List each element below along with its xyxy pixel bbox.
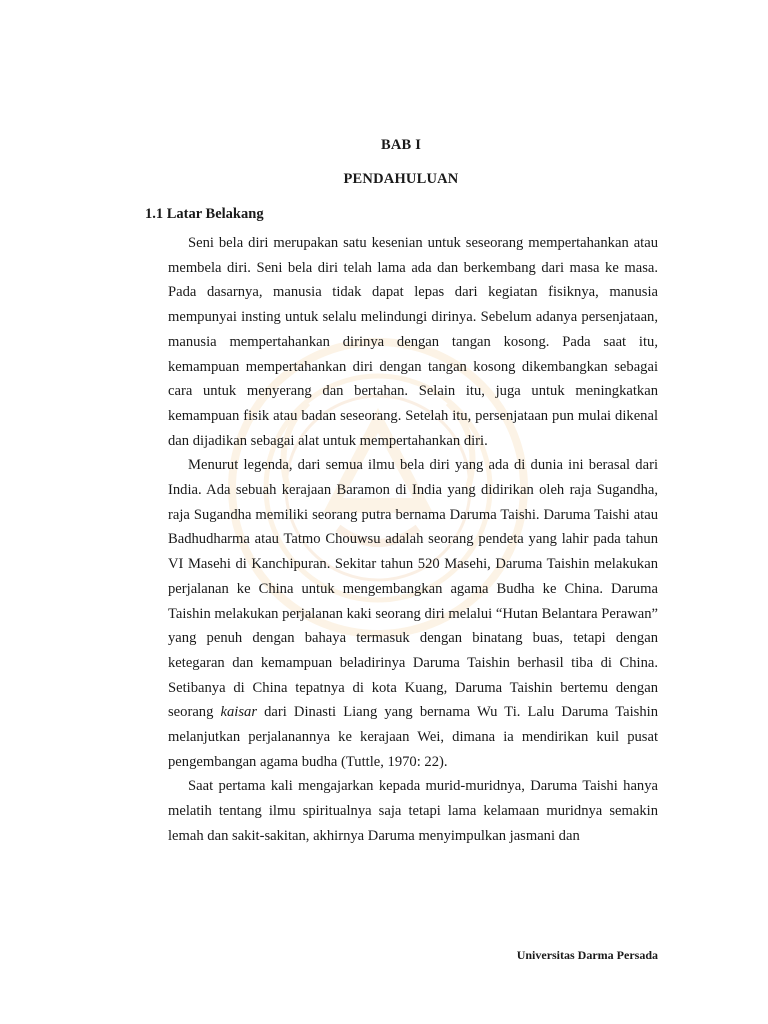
- paragraph-text: dari Dinasti Liang yang bernama Wu Ti. Lalu Daruma Taishin melanjutkan perjalanannya ke kerajaan Wei, dimana ia mendirikan kuil pusat pengembangan agama budha (Tuttle, 1970: 22).: [168, 704, 658, 770]
- footer-institution: Universitas Darma Persada: [516, 948, 658, 962]
- section-heading: 1.1 Latar Belakang: [145, 206, 264, 222]
- italic-term: kaisar: [220, 704, 257, 721]
- paragraph: Saat pertama kali mengajarkan kepada murid-muridnya, Daruma Taishi hanya melatih tentang ilmu spiritualnya saja tetapi lama kelamaan muridnya semakin lemah dan sakit-sakitan, akhirnya Daruma menyimpulkan jasmani dan: [168, 778, 658, 844]
- paragraph-text: Menurut legenda, dari semua ilmu bela diri yang ada di dunia ini berasal dari India. Ada sebuah kerajaan Baramon di India yang didirikan oleh raja Sugandha, raja Sugandha memiliki seorang putra bernama Daruma Taishi. Daruma Taishi atau Badhudharma atau Tatmo Chouwsu adalah seorang pendeta yang lahir pada tahun VI Masehi di Kanchipuran. Sekitar tahun 520 Masehi, Daruma Taishin melakukan perjalanan ke China untuk mengembangkan agama Budha ke China. Daruma Taishin melakukan perjalanan kaki seorang diri melalui “Hutan Belantara Perawan” yang penuh dengan bahaya termasuk dengan binatang buas, tetapi dengan ketegaran dan kemampuan beladirinya Daruma Taishin berhasil tiba di China. Setibanya di China tepatnya di kota Kuang, Daruma Taishin bertemu dengan seorang: [168, 457, 658, 721]
- body-text: [168, 231, 658, 849]
- paragraph: [168, 453, 658, 774]
- chapter-title: PENDAHULUAN: [343, 171, 459, 187]
- chapter-number: BAB I: [380, 137, 422, 153]
- paragraph: Seni bela diri merupakan satu kesenian untuk seseorang mempertahankan atau membela diri. Seni bela diri telah lama ada dan berkembang dari masa ke masa. Pada dasarnya, manusia tidak dapat lepas dari kegiatan fisiknya, manusia mempunyai insting untuk selalu melindungi dirinya. Sebelum adanya persenjataan, manusia mempertahankan dirinya dengan tangan kosong. Pada saat itu, kemampuan mempertahankan diri dengan tangan kosong dikembangkan sebagai cara untuk menyerang dan bertahan. Selain itu, juga untuk meningkatkan kemampuan fisik atau badan seseorang. Setelah itu, persenjataan pun mulai dikenal dan dijadikan sebagai alat untuk mempertahankan diri.: [168, 235, 658, 449]
